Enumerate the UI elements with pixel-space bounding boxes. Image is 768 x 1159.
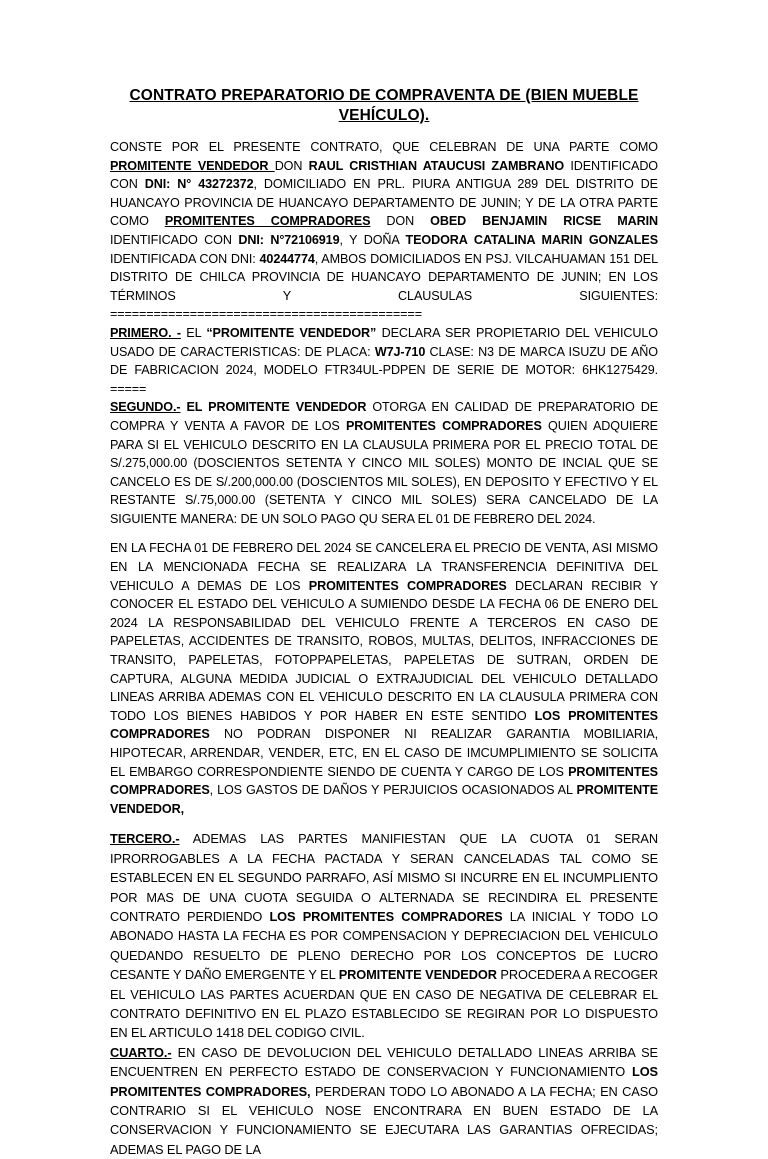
payment-paragraph (110, 539, 658, 818)
buyer-1-dni: DNI: N°72106919 (238, 232, 340, 247)
clause-heading: SEGUNDO.- (110, 400, 181, 415)
buyers-role-label: LOS PROMITENTES COMPRADORES, (110, 1064, 658, 1099)
clause-tercero (110, 829, 658, 1042)
buyer-1-name: OBED BENJAMIN RICSE MARIN (430, 214, 658, 229)
title-line-1: CONTRATO PREPARATORIO DE COMPRAVENTA DE (BIEN MUEBLE (129, 87, 639, 104)
text-run: IDENTIFICADO CON (110, 158, 659, 192)
buyer-2-dni: 40244774 (259, 251, 315, 266)
text-run: PERDERAN TODO LO ABONADO A LA FECHA; EN CASO CONTRARIO SI EL VEHICULO NOSE ENCONTRARA EN BUEN ESTADO DE LA CONSERVACION Y FUNCIONAMIENTO SE EJECUTARA LAS GARANTIAS OFRECIDAS; ADEMAS EL PAGO DE LA (110, 1083, 658, 1157)
text-run: LA INICIAL Y TODO LO ABONADO HASTA LA FECHA ES POR COMPENSACION Y DEPRECIACION DEL VEHICULO QUEDANDO RESUELTO DE PLENO DERECHO POR LOS CONCEPTOS DE LUCRO CESANTE Y DAÑO EMERGENTE Y EL (110, 909, 658, 983)
clause-heading: CUARTO.- (110, 1044, 172, 1060)
title-line-2: VEHÍCULO). (338, 107, 430, 124)
buyers-role-label: PROMITENTES COMPRADORES (345, 418, 542, 433)
seller-role-label: PROMITENTE VENDEDOR (338, 967, 497, 983)
seller-role-label: PROMITENTE VENDEDOR, (110, 783, 658, 816)
clause-cuarto (110, 1043, 658, 1159)
clause-heading: TERCERO.- (110, 831, 180, 847)
text-run: DECLARA SER PROPIETARIO DEL VEHICULO USADO DE CARACTERISTICAS: DE PLACA: (110, 325, 658, 359)
vehicle-plate: W7J-710 (374, 344, 426, 359)
text-run: , DOMICILIADO EN PRL. PIURA ANTIGUA 289 DEL DISTRITO DE HUANCAYO PROVINCIA DE HUANCAYO DEPARTAMENTO DE JUNIN; Y DE LA OTRA PARTE COMO (110, 177, 658, 229)
seller-role-label: PROMITENTE VENDEDOR (110, 158, 275, 173)
text-run: , Y DOÑA (339, 232, 406, 247)
text-run: EL (180, 325, 207, 340)
text-run: CONSTE POR EL PRESENTE CONTRATO, QUE CELEBRAN DE UNA PARTE COMO (110, 140, 658, 154)
clause-primero (110, 324, 658, 398)
clause-heading: PRIMERO. - (110, 325, 181, 340)
text-run: OTORGA EN CALIDAD DE PREPARATORIO DE COMPRA Y VENTA A FAVOR DE LOS (110, 400, 658, 433)
text-run: EN CASO DE DEVOLUCION DEL VEHICULO DETALLADO LINEAS ARRIBA SE ENCUENTREN EN PERFECTO ESTADO DE CONSERVACION Y FUNCIONAMIENTO (110, 1044, 658, 1080)
text-run: DECLARAN RECIBIR Y CONOCER EL ESTADO DEL VEHICULO A SUMIENDO DESDE LA FECHA 06 DE ENERO DEL 2024 LA RESPONSABILIDAD DEL VEHICULO FRENTE A TERCEROS EN CASO DE PAPELETAS, ACCIDENTES DE TRANSITO, ROBOS, MULTAS, DELITOS, INFRACCIONES DE TRANSITO, PAPELETAS, FOTOPPAPELETAS, PAPELETAS DE SUTRAN, ORDEN DE CAPTURA, ALGUNA MEDIDA JUDICIAL O EXTRAJUDICIAL DEL VEHICULO DETALLADO LINEAS ARRIBA ADEMAS CON EL VEHICULO DESCRITO EN LA CLAUSULA PRIMERA CON TODO LOS BIENES HABIDOS Y POR HABER EN ESTE SENTIDO (110, 578, 659, 723)
text-run: QUIEN ADQUIERE PARA SI EL VEHICULO DESCRITO EN LA CLAUSULA PRIMERA POR EL PRECIO TOTAL DE S/.275,000.00 (DOSCIENTOS SETENTA Y CINCO MIL SOLES) MONTO DE INCIAL QUE SE CANCELO ES DE S/.200,000.00 (DOSCIENTOS MIL SOLES), EN DEPOSITO Y EFECTIVO Y EL RESTANTE S/.75,000.00 (SETENTA Y CINCO MIL SOLES) SERA CANCELADO DE LA SIGUIENTE MANERA: DE UN SOLO PAGO QU SERA EL 01 DE FEBRERO DEL 2024. (110, 418, 658, 526)
buyers-role-label: LOS PROMITENTES COMPRADORES (110, 708, 658, 742)
intro-paragraph (110, 138, 658, 324)
text-run: NO PODRAN DISPONER NI REALIZAR GARANTIA MOBILIARIA, HIPOTECAR, ARRENDAR, VENDER, ETC, EN EL CASO DE IMCUMPLIMIENTO SE SOLICITA EL EMBARGO CORRESPONDIENTE SIENDO DE CUENTA Y CARGO DE LOS (110, 727, 658, 779)
seller-role-label: “PROMITENTE VENDEDOR” (206, 325, 377, 340)
text-run: IDENTIFICADO CON (110, 232, 239, 247)
text-run: , LOS GASTOS DE DAÑOS Y PERJUICIOS OCASIONADOS AL (209, 783, 577, 798)
text-run: ADEMAS LAS PARTES MANIFIESTAN QUE LA CUOTA 01 SERAN IPRORROGABLES A LA FECHA PACTADA Y SERAN CANCELADAS TAL COMO SE ESTABLECEN EN EL SEGUNDO PARRAFO, ASÍ MISMO SI INCURRE EN EL INCUMPLIENTO POR MAS DE UNA CUOTA SEGUIDA O ALTERNADA SE RECINDIRA EL PRESENTE CONTRATO PERDIENDO (110, 831, 658, 924)
text-run: CLASE: N3 DE MARCA ISUZU DE AÑO DE FABRICACION 2024, MODELO FTR34UL-PDPEN DE SERIE DE MOTOR: 6HK1275429. ===== (110, 344, 659, 396)
seller-name: RAUL CRISTHIAN ATAUCUSI ZAMBRANO (308, 158, 565, 173)
buyers-role-label: LOS PROMITENTES COMPRADORES (269, 909, 503, 924)
text-run: IDENTIFICADA CON DNI: (110, 251, 260, 266)
seller-role-label: EL PROMITENTE VENDEDOR (180, 400, 367, 415)
seller-dni: DNI: N° 43272372 (144, 177, 254, 192)
text-run: PROCEDERA A RECOGER EL VEHICULO LAS PARTES ACUERDAN QUE EN CASO DE NEGATIVA DE CELEBRAR EL CONTRATO DEFINITIVO EN EL PLAZO ESTABLECIDO SE REGIRAN POR LO DISPUESTO EN EL ARTICULO 1418 DEL CODIGO CIVIL. (110, 967, 658, 1041)
text-run: DON (370, 214, 431, 229)
buyers-role-label: PROMITENTES COMPRADORES (308, 578, 507, 593)
text-run: EN LA FECHA 01 DE FEBRERO DEL 2024 SE CANCELERA EL PRECIO DE VENTA, ASI MISMO EN LA MENCIONADA FECHA SE REALIZARA LA TRANSFERENCIA DEFINITIVA DEL VEHICULO A DEMAS DE LOS (110, 541, 658, 593)
contract-title (110, 86, 658, 126)
buyers-role-label: PROMITENTES COMPRADORES (110, 764, 658, 798)
buyers-role-label: PROMITENTES COMPRADORES (164, 214, 371, 229)
buyer-2-name: TEODORA CATALINA MARIN GONZALES (405, 232, 658, 247)
clause-segundo (110, 398, 658, 528)
text-run: DON (274, 158, 309, 173)
text-run: , AMBOS DOMICILIADOS EN PSJ. VILCAHUAMAN 151 DEL DISTRITO DE CHILCA PROVINCIA DE HUANCAYO DEPARTAMENTO DE JUNIN; EN LOS TÉRMINOS Y CLAUSULAS SIGUIENTES: =========================================== (110, 251, 658, 322)
